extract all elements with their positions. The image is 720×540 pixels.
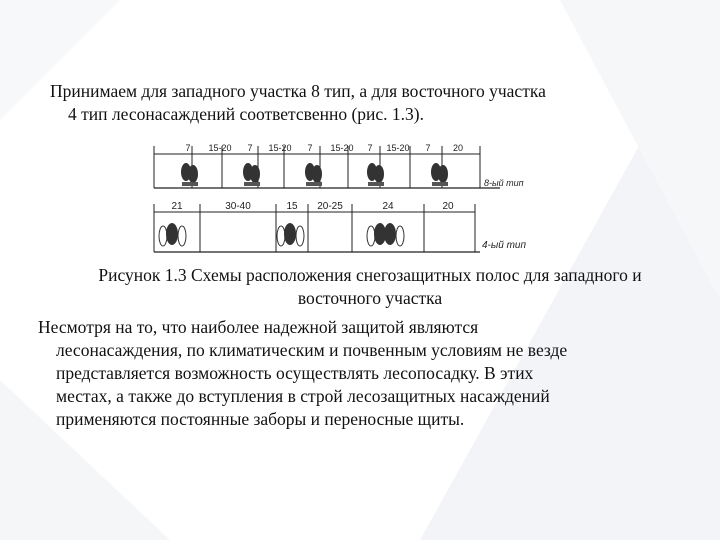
paragraph-line: местах, а также до вступления в строй лесозащитных насаждений [56, 386, 550, 406]
dim-label: 30-40 [225, 201, 251, 212]
caption-line: Рисунок 1.3 Схемы расположения снегозащитных полос для западного и [98, 265, 642, 285]
dim-label: 20 [442, 201, 454, 212]
paragraph-line: 4 тип лесонасаждений соответсвенно (рис. 1.3). [68, 104, 425, 124]
dim-label: 7 [185, 143, 191, 153]
caption-line: восточного участка [297, 288, 443, 308]
type-4-label: 4-ый тип [482, 240, 526, 251]
dim-label: 7 [425, 143, 431, 153]
type-8-label: 8-ый тип [484, 178, 524, 188]
tree-row-icon [181, 163, 448, 186]
dim-label: 15 [286, 201, 298, 212]
dim-label: 20 [452, 143, 464, 153]
dim-label: 15-20 [386, 143, 410, 153]
figure-caption [50, 264, 690, 310]
intro-paragraph [50, 80, 690, 126]
paragraph-line: представляется возможность осуществлять лесопосадку. В этих [56, 363, 534, 383]
snow-belt-scheme-figure [140, 138, 540, 262]
paragraph-line: Несмотря на то, что наиболее надежной защитой являются [38, 317, 479, 337]
dim-label: 7 [307, 143, 313, 153]
dim-label: 15-20 [268, 143, 292, 153]
dim-label: 24 [382, 201, 394, 212]
dim-label: 7 [367, 143, 373, 153]
tree-row-icon [159, 223, 404, 246]
dim-label: 20-25 [317, 201, 343, 212]
paragraph-line: Принимаем для западного участка 8 тип, а для восточного участка [50, 81, 546, 101]
paragraph-line: применяются постоянные заборы и переносные щиты. [56, 409, 465, 429]
body-paragraph [38, 316, 698, 431]
paragraph-line: лесонасаждения, по климатическим и почвенным условиям не везде [56, 340, 568, 360]
dim-label: 21 [171, 201, 183, 212]
type-4-scheme [154, 201, 526, 252]
dim-label: 15-20 [208, 143, 232, 153]
dim-label: 15-20 [330, 143, 354, 153]
type-8-scheme [154, 143, 524, 188]
dim-label: 7 [247, 143, 253, 153]
